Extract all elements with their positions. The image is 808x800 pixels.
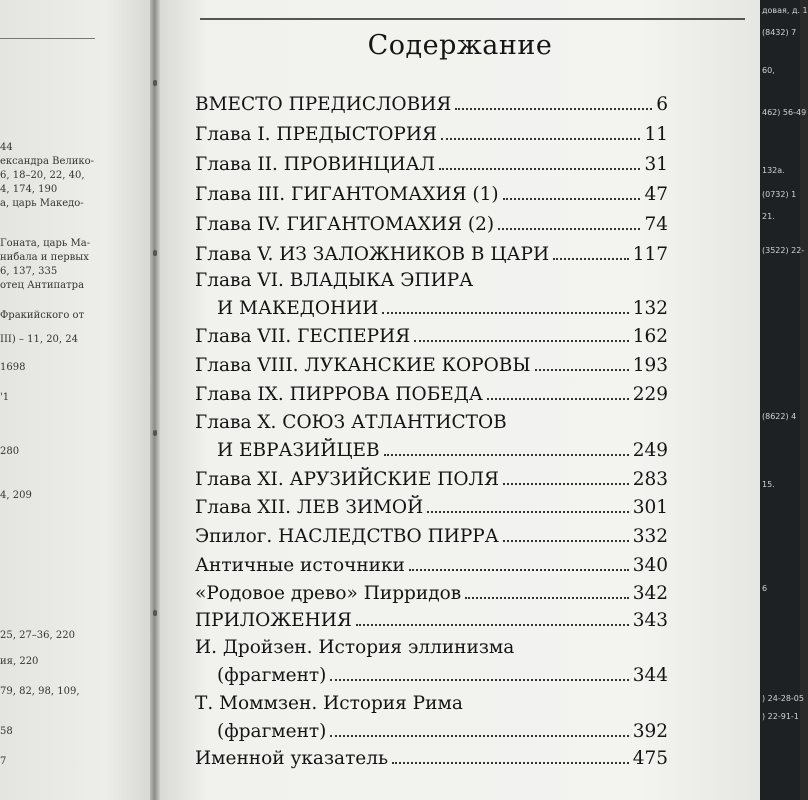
toc-entry (195, 326, 668, 347)
background-text-line: ) 24-28-05 (762, 694, 804, 703)
left-page-text-line: 58 (0, 726, 13, 737)
toc-page-number: 193 (632, 355, 668, 376)
toc-page-number: 332 (632, 526, 668, 547)
toc-page-number: 6 (656, 94, 668, 115)
toc-leader-dots (498, 228, 640, 230)
left-page-text-line: '1 (0, 392, 10, 403)
toc-leader-dots (553, 258, 629, 260)
toc-page-number: 392 (632, 721, 668, 742)
background-text-line: (0732) 1 (762, 190, 797, 199)
toc-page-number: 162 (632, 326, 668, 347)
left-page-text-line: ександра Велико- (0, 156, 95, 167)
toc-leader-dots (455, 108, 652, 110)
toc-page-number: 31 (644, 154, 668, 175)
toc-entry (195, 184, 668, 205)
left-page-text-line: нибала и первых (0, 252, 89, 263)
toc-page-number: 249 (632, 440, 668, 461)
background-text-line: 21. (762, 212, 775, 221)
background-text-line: 60, (762, 66, 775, 75)
toc-leader-dots (384, 454, 629, 456)
left-page-text-line: 79, 82, 98, 109, (0, 686, 80, 697)
binding-stitch (153, 250, 157, 256)
toc-page-number: 344 (632, 665, 668, 686)
left-page-rule (0, 38, 95, 39)
left-page-text-line: 7 (0, 756, 7, 767)
book-gutter (150, 0, 160, 800)
toc-leader-dots (439, 168, 640, 170)
toc-entry-title: Именной указатель (195, 748, 389, 769)
toc-entry-title: Античные источники (195, 555, 405, 576)
toc-entry (217, 721, 668, 742)
toc-entry-title: (фрагмент) (217, 721, 327, 742)
left-page-text-line: 1698 (0, 362, 26, 373)
binding-stitch (153, 80, 157, 86)
toc-leader-dots (535, 369, 629, 371)
toc-page-number: 132 (632, 298, 668, 319)
left-page-text-line: 4, 174, 190 (0, 184, 58, 195)
background-text-line: 132а. (762, 166, 785, 175)
toc-entry (195, 214, 668, 235)
left-page-text-line: 4, 209 (0, 490, 32, 501)
toc-page-number: 475 (632, 748, 668, 769)
toc-entry-title: Глава VII. ГЕСПЕРИЯ (195, 326, 411, 347)
toc-page-number: 47 (644, 184, 668, 205)
left-page-text-line: 44 (0, 142, 13, 153)
binding-stitch (153, 610, 157, 616)
toc-entry-title: Глава III. ГИГАНТОМАХИЯ (1) (195, 184, 499, 205)
left-page-text-line: Гоната, царь Ма- (0, 238, 91, 249)
toc-entry-title: Т. Моммзен. История Рима (195, 693, 463, 714)
toc-leader-dots (441, 138, 641, 140)
toc-entry-title: Глава XII. ЛЕВ ЗИМОЙ (195, 497, 424, 518)
toc-leader-dots (465, 597, 629, 599)
background-text-line: (8622) 4 (762, 412, 797, 421)
left-page-text-line: 280 (0, 446, 20, 457)
toc-entry (195, 555, 668, 576)
background-document (760, 0, 808, 800)
toc-leader-dots (409, 569, 629, 571)
toc-entry (195, 526, 668, 547)
toc-entry-title: Глава V. ИЗ ЗАЛОЖНИКОВ В ЦАРИ (195, 244, 550, 265)
toc-entry (217, 665, 668, 686)
background-text-line: 462) 56-49 (762, 108, 807, 117)
background-text-line: (3522) 22- (762, 246, 805, 255)
toc-entry (195, 124, 668, 145)
left-page (0, 0, 150, 800)
toc-entry (195, 469, 668, 490)
toc-entry-title: (фрагмент) (217, 665, 327, 686)
toc-entry (195, 583, 668, 604)
toc-entry-title: Глава IX. ПИРРОВА ПОБЕДА (195, 384, 483, 405)
toc-leader-dots (427, 511, 628, 513)
toc-entry-title: Глава XI. АРУЗИЙСКИЕ ПОЛЯ (195, 469, 499, 490)
left-page-text-line: 6, 18–20, 22, 40, (0, 170, 85, 181)
toc-entry (195, 748, 668, 769)
toc-entry-title: ВМЕСТО ПРЕДИСЛОВИЯ (195, 94, 452, 115)
toc-page-number: 74 (644, 214, 668, 235)
left-page-text-line: а, царь Македо- (0, 198, 84, 209)
toc-entry (195, 497, 668, 518)
toc-entry-title: Глава VIII. ЛУКАНСКИЕ КОРОВЫ (195, 355, 531, 376)
background-text-line: 6 (762, 584, 768, 593)
left-page-text-line: Фракийского от (0, 310, 85, 321)
background-text-line: довая, д. 1 (762, 6, 808, 15)
toc-page-number: 343 (632, 610, 668, 631)
page-top-rule (200, 18, 745, 20)
toc-entry (195, 94, 668, 115)
toc-entry (195, 610, 668, 631)
toc-entry-title: Глава IV. ГИГАНТОМАХИЯ (2) (195, 214, 495, 235)
toc-entry-title: Эпилог. НАСЛЕДСТВО ПИРРА (195, 526, 499, 547)
left-page-text-line: III) – 11, 20, 24 (0, 334, 78, 345)
toc-entry-title: И. Дройзен. История эллинизма (195, 637, 515, 658)
left-page-text-line: ия, 220 (0, 656, 39, 667)
left-page-text-line: отец Антипатра (0, 280, 85, 291)
background-text-line: ) 22-91-1 (762, 712, 799, 721)
toc-entry-title: И МАКЕДОНИИ (217, 298, 379, 319)
toc-entry (195, 355, 668, 376)
page-title: Содержание (367, 30, 553, 61)
toc-page-number: 11 (644, 124, 668, 145)
toc-page-number: 301 (632, 497, 668, 518)
toc-leader-dots (382, 312, 628, 314)
background-text-line: 15. (762, 480, 775, 489)
binding-stitch (153, 430, 157, 436)
toc-entry (195, 154, 668, 175)
left-page-text-line: 6, 137, 335 (0, 266, 58, 277)
toc-entry (217, 298, 668, 319)
toc-entry (195, 244, 668, 265)
background-text-line: (8432) 7 (762, 28, 797, 37)
toc-page-number: 229 (632, 384, 668, 405)
toc-page-number: 342 (632, 583, 668, 604)
toc-entry-title: Глава X. СОЮЗ АТЛАНТИСТОВ (195, 412, 507, 433)
toc-entry-title: И ЕВРАЗИЙЦЕВ (217, 440, 380, 461)
toc-leader-dots (503, 540, 629, 542)
toc-leader-dots (487, 398, 629, 400)
toc-entry-title: ПРИЛОЖЕНИЯ (195, 610, 352, 631)
toc-page-number: 117 (632, 244, 668, 265)
toc-page-number: 283 (632, 469, 668, 490)
toc-entry-title: Глава II. ПРОВИНЦИАЛ (195, 154, 436, 175)
toc-leader-dots (356, 624, 629, 626)
toc-leader-dots (392, 762, 629, 764)
toc-page-number: 340 (632, 555, 668, 576)
toc-entry (195, 384, 668, 405)
left-page-text-line: 25, 27–36, 220 (0, 630, 75, 641)
toc-entry-title: «Родовое древо» Пирридов (195, 583, 462, 604)
toc-leader-dots (503, 483, 629, 485)
toc-entry-title: Глава I. ПРЕДЫСТОРИЯ (195, 124, 437, 145)
toc-leader-dots (503, 198, 641, 200)
toc-leader-dots (330, 679, 628, 681)
toc-leader-dots (414, 340, 629, 342)
toc-leader-dots (330, 735, 628, 737)
toc-entry (217, 440, 668, 461)
toc-entry-title: Глава VI. ВЛАДЫКА ЭПИРА (195, 270, 474, 291)
